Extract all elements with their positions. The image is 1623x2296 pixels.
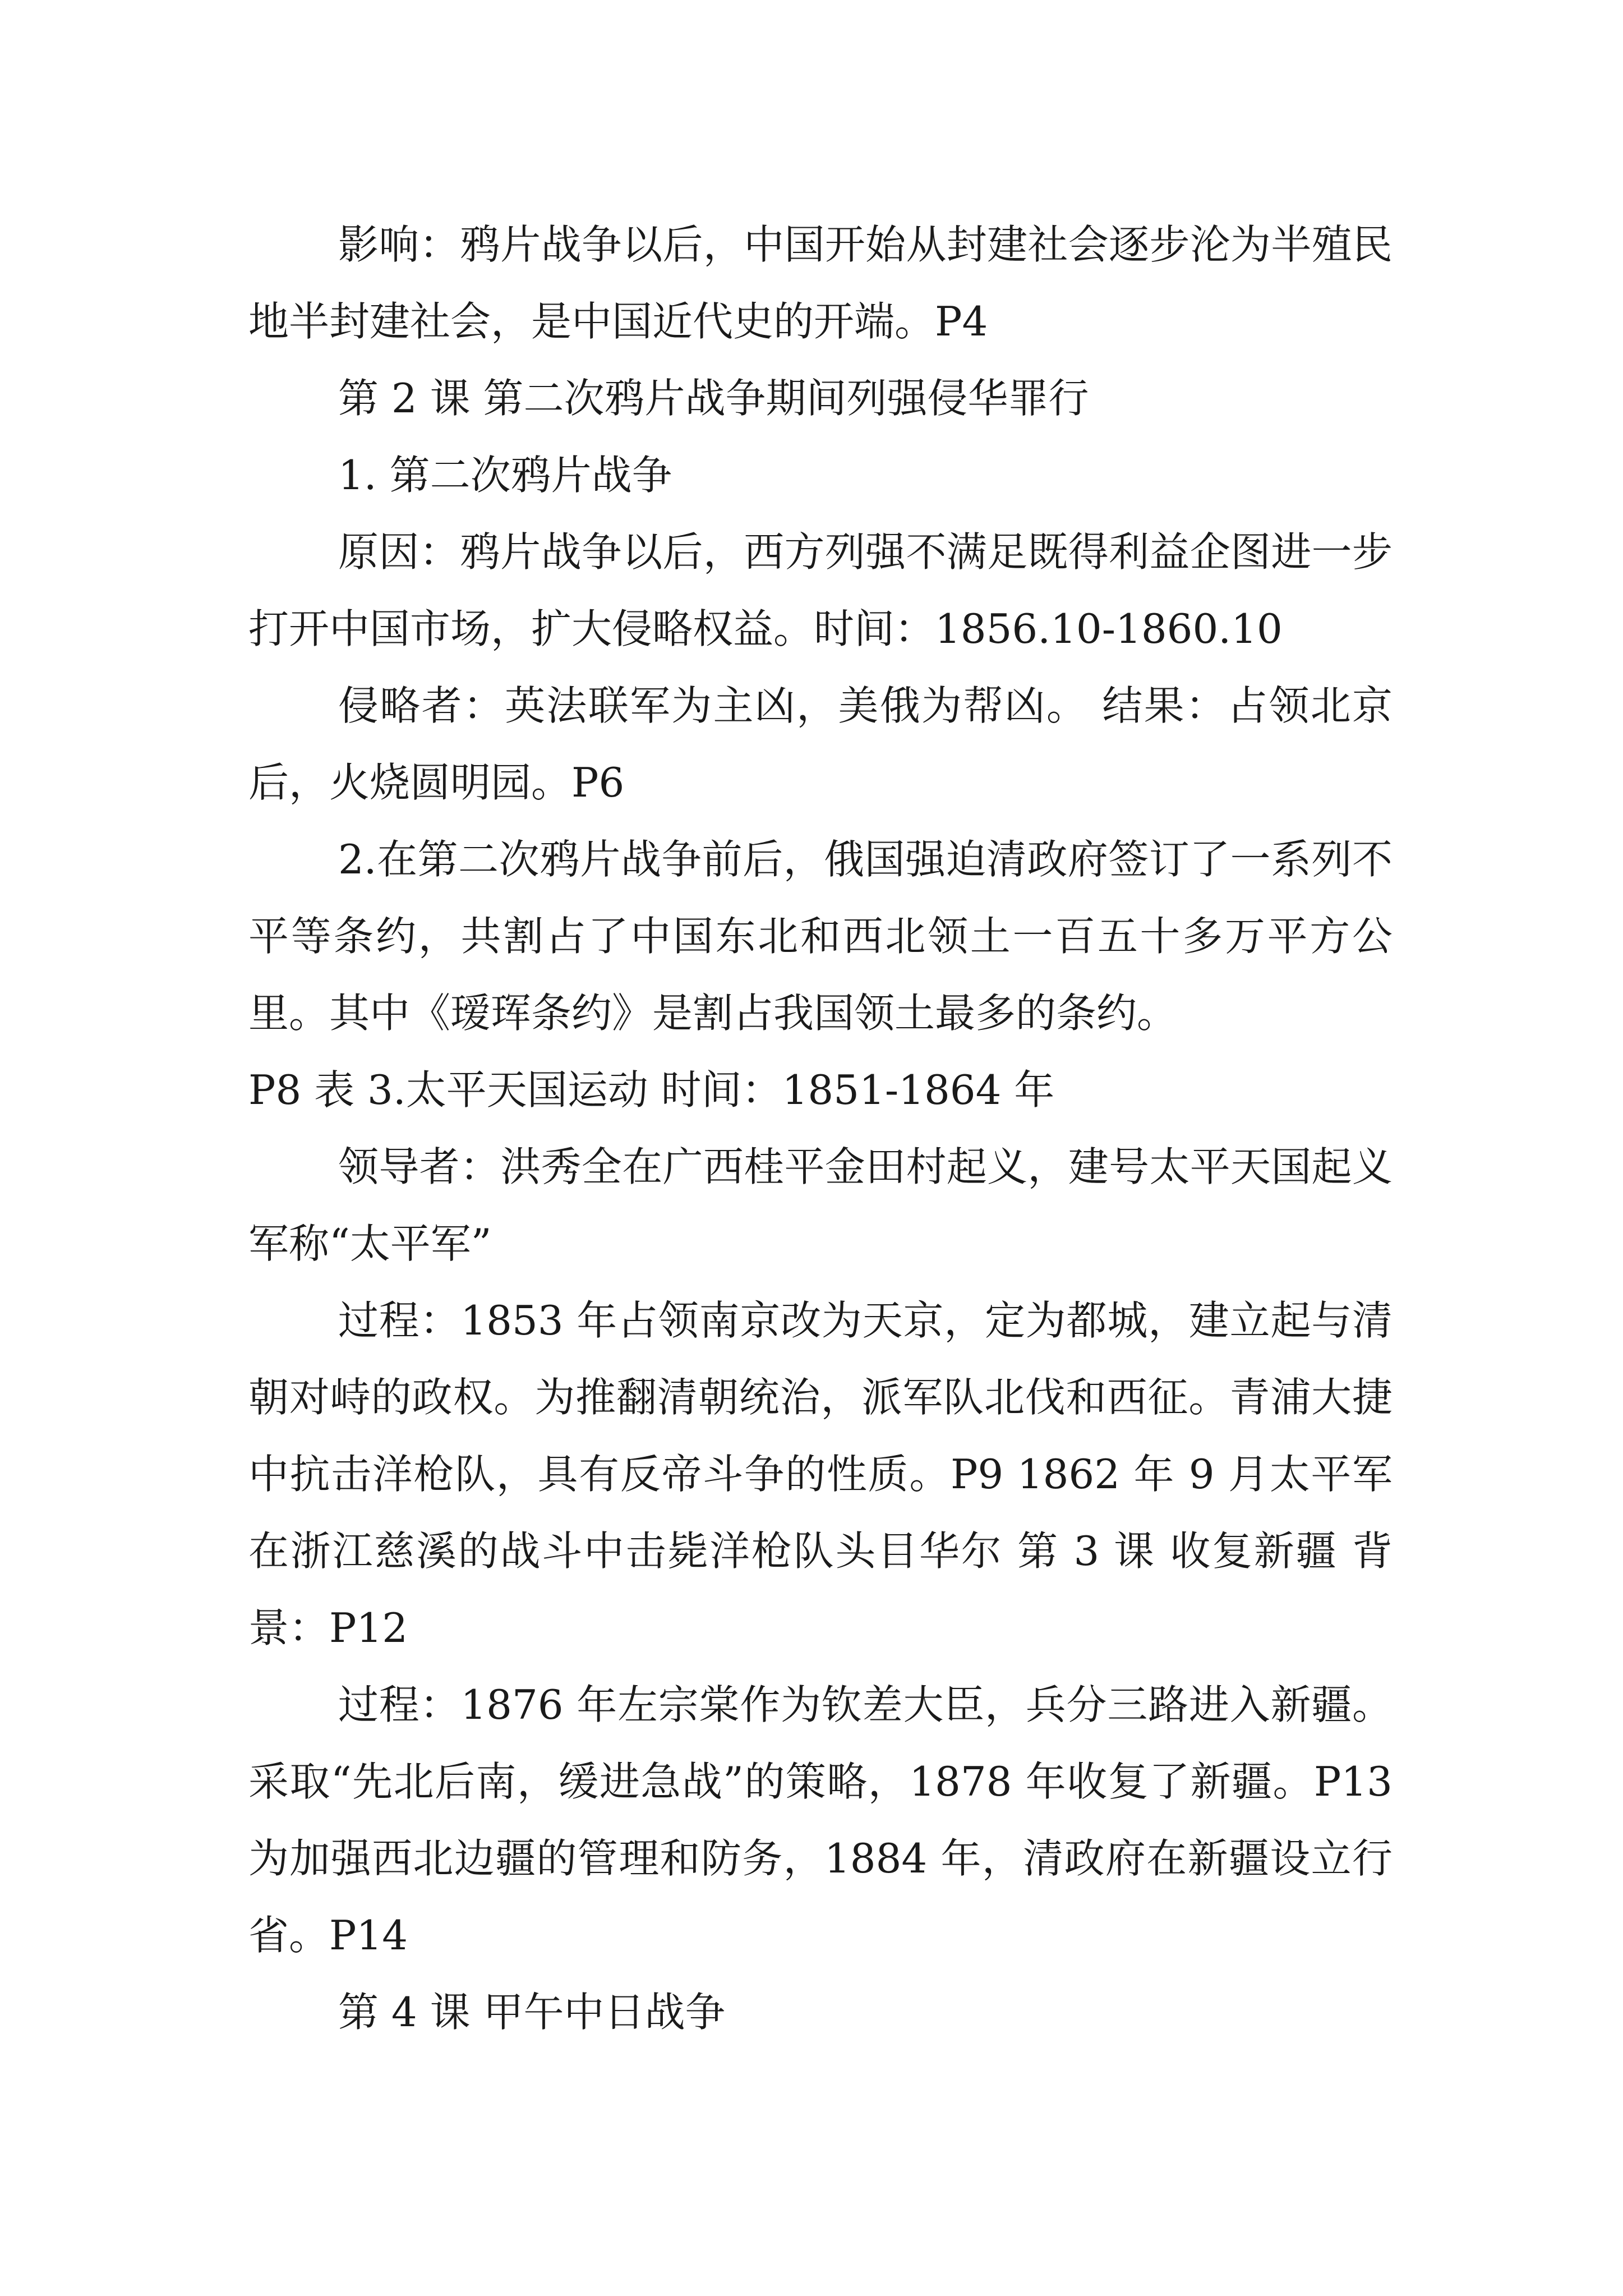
paragraph-taiping-process: 过程：1853 年占领南京改为天京，定为都城，建立起与清朝对峙的政权。为推翻清朝统治，派军队北伐和西征。青浦大捷中抗击洋枪队，具有反帝斗争的性质。P9 1862 年 9 月太平军在浙江慈溪的战斗中击毙洋枪队头目华尔 第 3 课 收复新疆 背景：P12 bbox=[248, 1297, 1393, 1651]
paragraph-taiping-leader: 领导者：洪秀全在广西桂平金田村起义，建号太平天国起义军称“太平军” bbox=[248, 1143, 1393, 1267]
paragraph-russia-treaties: 2.在第二次鸦片战争前后，俄国强迫清政府签订了一系列不平等条约，共割占了中国东北和西北领土一百五十多万平方公里。其中《瑷珲条约》是割占我国领土最多的条约。 bbox=[248, 836, 1393, 1037]
paragraph-cause: 原因：鸦片战争以后，西方列强不满足既得利益企图进一步打开中国市场，扩大侵略权益。时间：1856.10-1860.10 bbox=[248, 528, 1393, 652]
heading-lesson-4: 第 4 课 甲午中日战争 bbox=[338, 1989, 726, 2036]
heading-second-opium-war: 1. 第二次鸦片战争 bbox=[338, 452, 672, 499]
paragraph-xinjiang-process: 过程：1876 年左宗棠作为钦差大臣，兵分三路进入新疆。采取“先北后南，缓进急战”的策略，1878 年收复了新疆。P13 为加强西北边疆的管理和防务，1884 年，清政府在新疆设立行省。P14 bbox=[248, 1681, 1393, 1959]
document-body bbox=[248, 206, 1393, 2051]
paragraph-impact: 影响：鸦片战争以后，中国开始从封建社会逐步沦为半殖民地半封建社会，是中国近代史的开端。P4 bbox=[248, 221, 1393, 345]
heading-lesson-2: 第 2 课 第二次鸦片战争期间列强侵华罪行 bbox=[338, 375, 1089, 422]
paragraph-aggressors: 侵略者：英法联军为主凶，美俄为帮凶。 结果：占领北京后，火烧圆明园。P6 bbox=[248, 682, 1393, 806]
paragraph-taiping-heading: P8 表 3.太平天国运动 时间：1851-1864 年 bbox=[248, 1066, 1055, 1114]
